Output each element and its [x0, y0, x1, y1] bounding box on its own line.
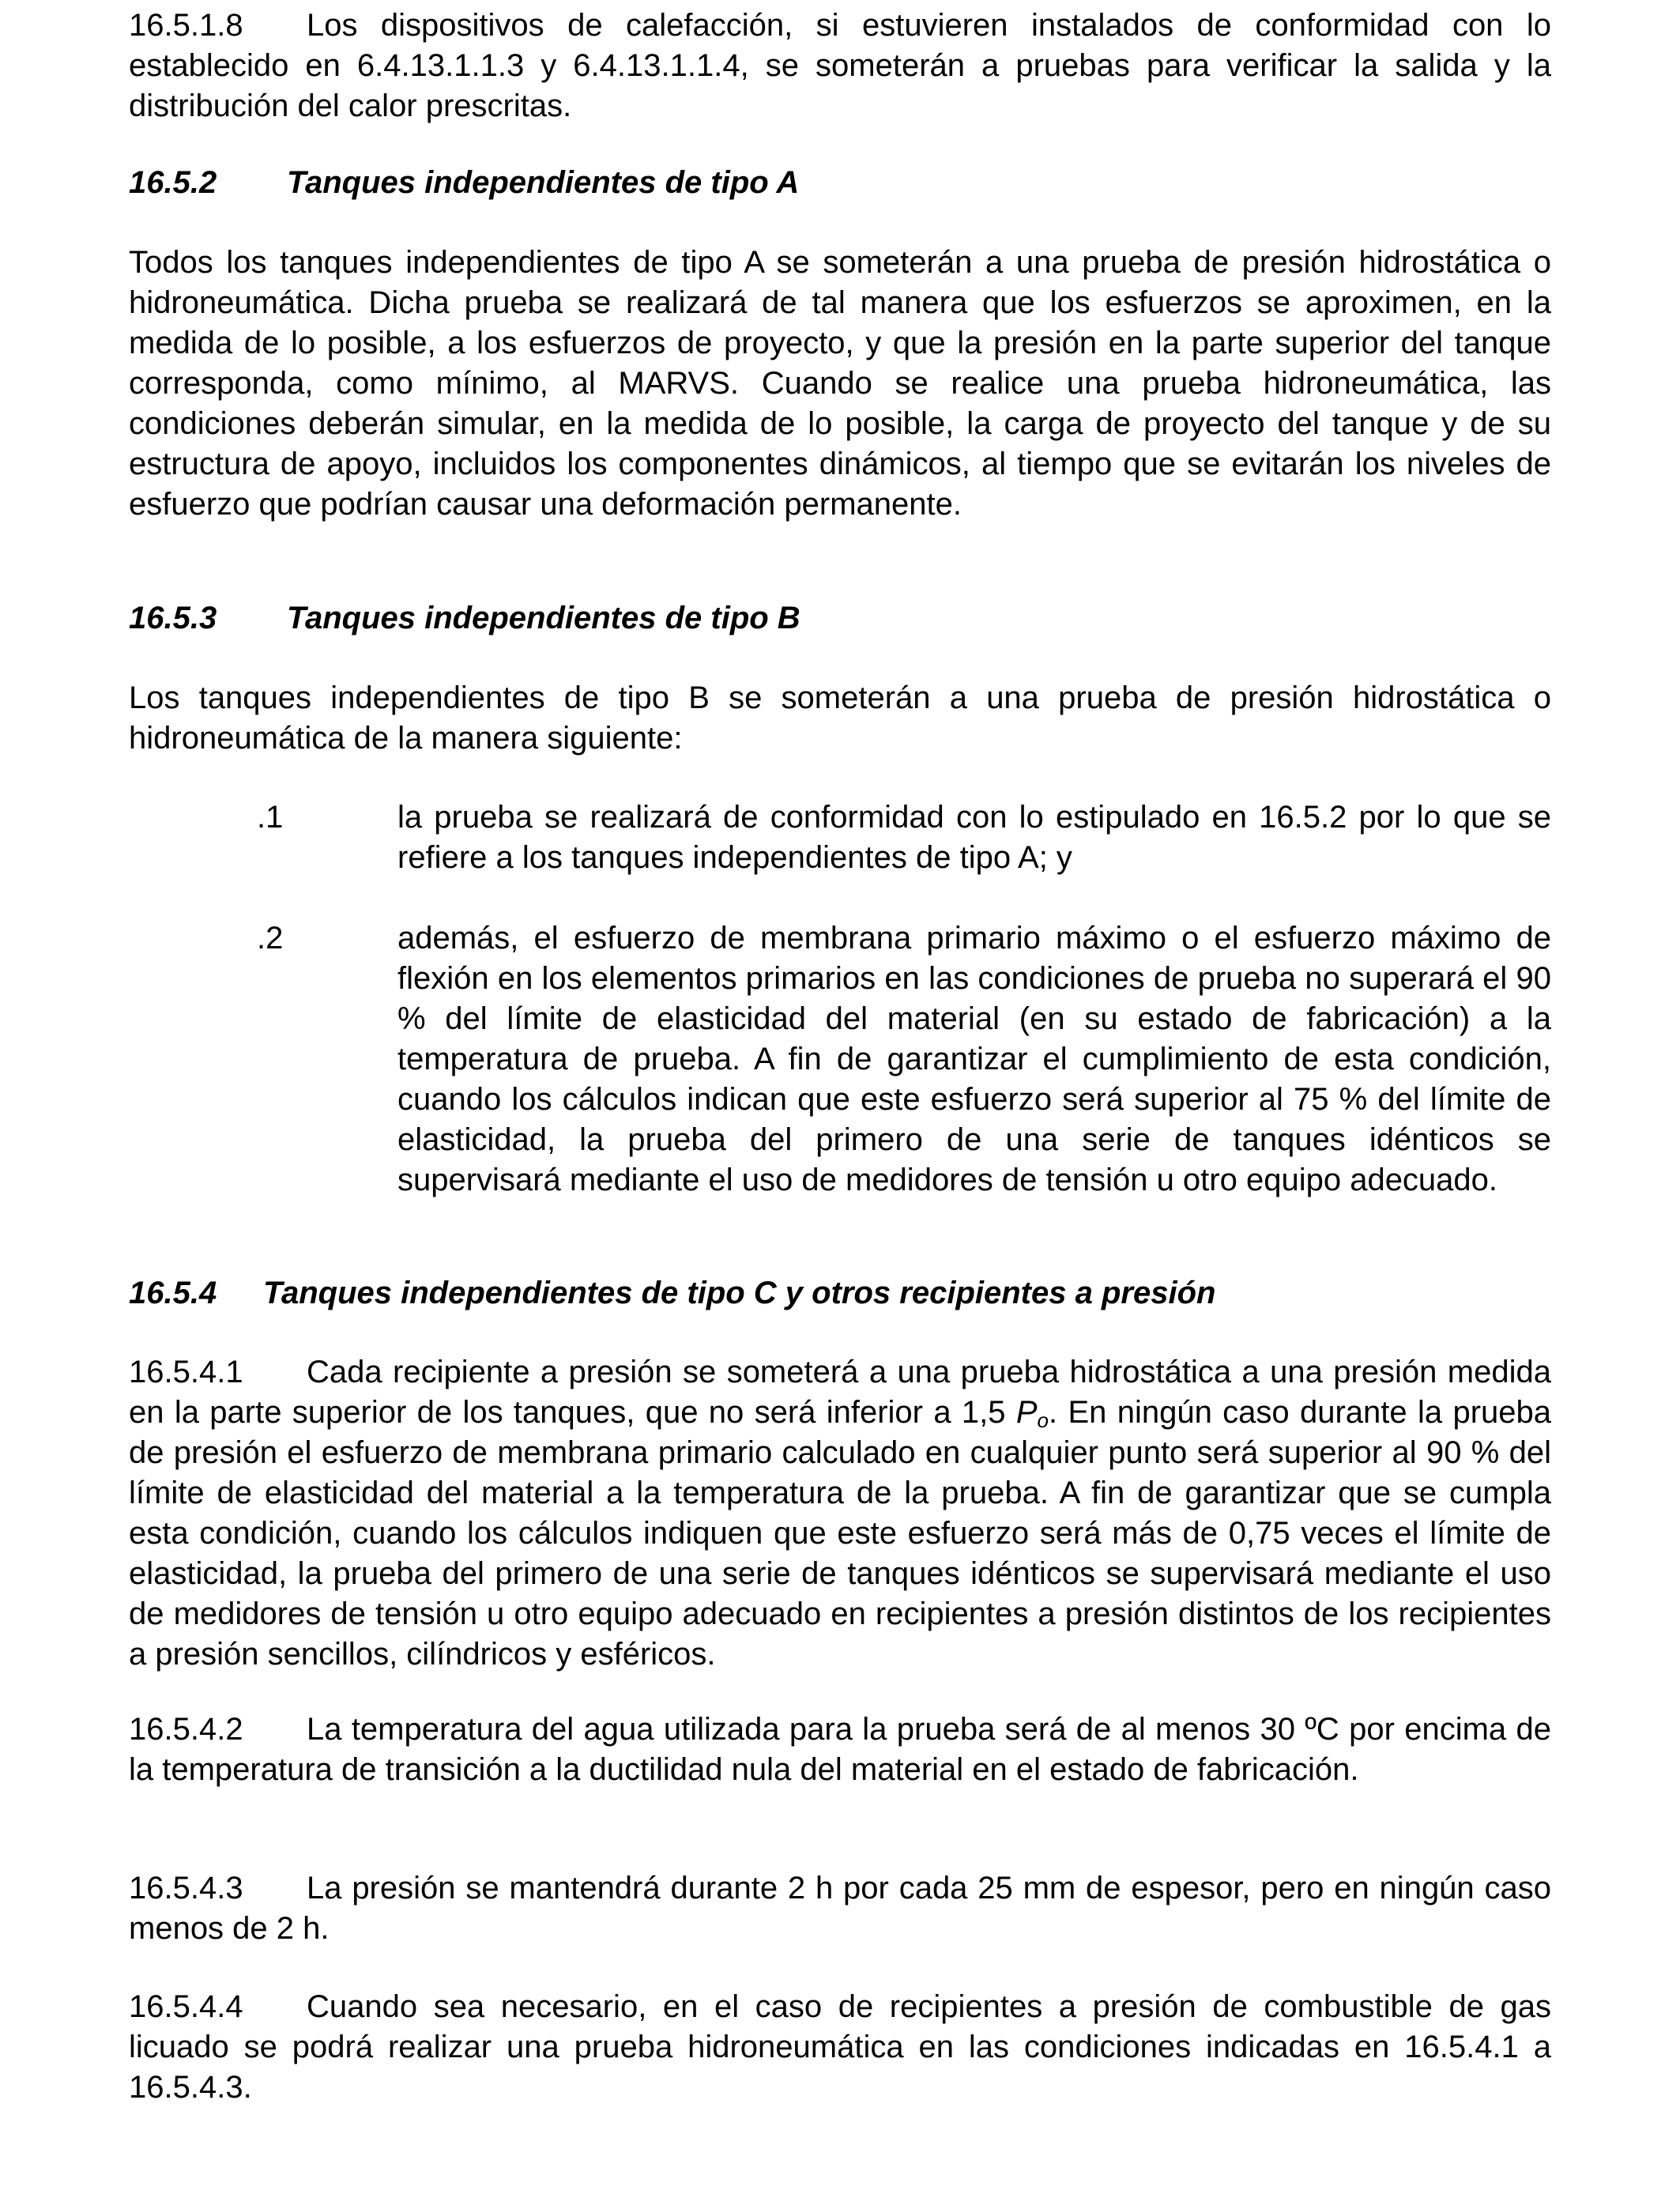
paragraph-number: 16.5.4.3 — [129, 1871, 243, 1906]
paragraph-16-5-1-8 — [129, 6, 1551, 126]
heading-number: 16.5.2 — [129, 165, 217, 200]
paragraph-text: Todos los tanques independientes de tipo A se someterán a una prueba de presión hidrostática o hidroneumática. Dicha prueba se realizará de tal manera que los esfuerzos se aproximen, en la medida de lo posible, a los esfuerzos de proyecto, y que la presión en la parte superior del tanque corresponda, como mínimo, al MARVS. Cuando se realice una prueba hidroneumática, las condiciones deberán simular, en la medida de lo posible, la carga de proyecto del tanque y de su estructura de apoyo, incluidos los componentes dinámicos, al tiempo que se evitarán los niveles de esfuerzo que podrían causar una deformación permanente. — [129, 245, 1551, 522]
paragraph-text-before: Cada recipiente a presión se someterá a una prueba hidrostática a una presión medida en la parte superior de los tanques, que no será inferior a 1,5 — [129, 1355, 1551, 1430]
paragraph-text: Los dispositivos de calefacción, si estuvieren instalados de conformidad con lo establecido en 6.4.13.1.1.3 y 6.4.13.1.1.4, se someterán a pruebas para verificar la salida y la distribución del calor prescritas. — [129, 8, 1551, 123]
paragraph-16-5-4-1 — [129, 1352, 1551, 1675]
paragraph-text-after: . En ningún caso durante la prueba de presión el esfuerzo de membrana primario calculado en cualquier punto será superior al 90 % del límite de elasticidad del material a la temperatura de la prueba. A fin de garantizar que se cumpla esta condición, cuando los cálculos indiquen que este esfuerzo será más de 0,75 veces el límite de elasticidad, la prueba del primero de una serie de tanques idénticos se supervisará mediante el uso de medidores de tensión u otro equipo adecuado en recipientes a presión distintos de los recipientes a presión sencillos, cilíndricos y esféricos. — [129, 1395, 1551, 1672]
paragraph-text: La temperatura del agua utilizada para la prueba será de al menos 30 ºC por encima de la temperatura de transición a la ductilidad nula del material en el estado de fabricación. — [129, 1712, 1551, 1787]
heading-title: Tanques independientes de tipo C y otros recipientes a presión — [263, 1276, 1216, 1310]
section-heading-16-5-2 — [129, 163, 1551, 203]
paragraph-number: 16.5.4.1 — [129, 1355, 243, 1389]
paragraph-16-5-2 — [129, 243, 1551, 525]
paragraph-number: 16.5.4.4 — [129, 1989, 243, 2024]
paragraph-16-5-4-2 — [129, 1710, 1551, 1790]
heading-number: 16.5.3 — [129, 601, 217, 635]
pressure-subscript: o — [1037, 1408, 1049, 1432]
heading-title: Tanques independientes de tipo A — [287, 165, 800, 200]
paragraph-16-5-4-4 — [129, 1987, 1551, 2108]
paragraph-text: Cuando sea necesario, en el caso de recipientes a presión de combustible de gas licuado se podrá realizar una prueba hidroneumática en las condiciones indicadas en 16.5.4.1 a 16.5.4.3. — [129, 1989, 1551, 2105]
pressure-symbol: P — [1015, 1395, 1038, 1430]
list-marker: .1 — [257, 800, 284, 835]
section-heading-16-5-4 — [129, 1273, 1551, 1314]
heading-title: Tanques independientes de tipo B — [287, 601, 800, 635]
paragraph-number: 16.5.4.2 — [129, 1712, 243, 1747]
paragraph-text: La presión se mantendrá durante 2 h por cada 25 mm de espesor, pero en ningún caso menos de 2 h. — [129, 1871, 1551, 1946]
list-marker: .2 — [257, 921, 284, 956]
section-heading-16-5-3 — [129, 598, 1551, 639]
heading-number: 16.5.4 — [129, 1276, 217, 1310]
paragraph-16-5-3 — [129, 678, 1551, 759]
paragraph-number: 16.5.1.8 — [129, 8, 243, 43]
list-item-text: además, el esfuerzo de membrana primario máximo o el esfuerzo máximo de flexión en los elementos primarios en las condiciones de prueba no superará el 90 % del límite de elasticidad del material (en su estado de fabricación) a la temperatura de prueba. A fin de garantizar el cumplimiento de esta condición, cuando los cálculos indican que este esfuerzo será superior al 75 % del límite de elasticidad, la prueba del primero de una serie de tanques idénticos se supervisará mediante el uso de medidores de tensión u otro equipo adecuado. — [397, 921, 1551, 1197]
paragraph-16-5-4-3 — [129, 1868, 1551, 1949]
list-item-text: la prueba se realizará de conformidad con lo estipulado en 16.5.2 por lo que se refiere a los tanques independientes de tipo A; y — [397, 800, 1551, 875]
paragraph-text: Los tanques independientes de tipo B se someterán a una prueba de presión hidrostática o hidroneumática de la manera siguiente: — [129, 680, 1551, 756]
